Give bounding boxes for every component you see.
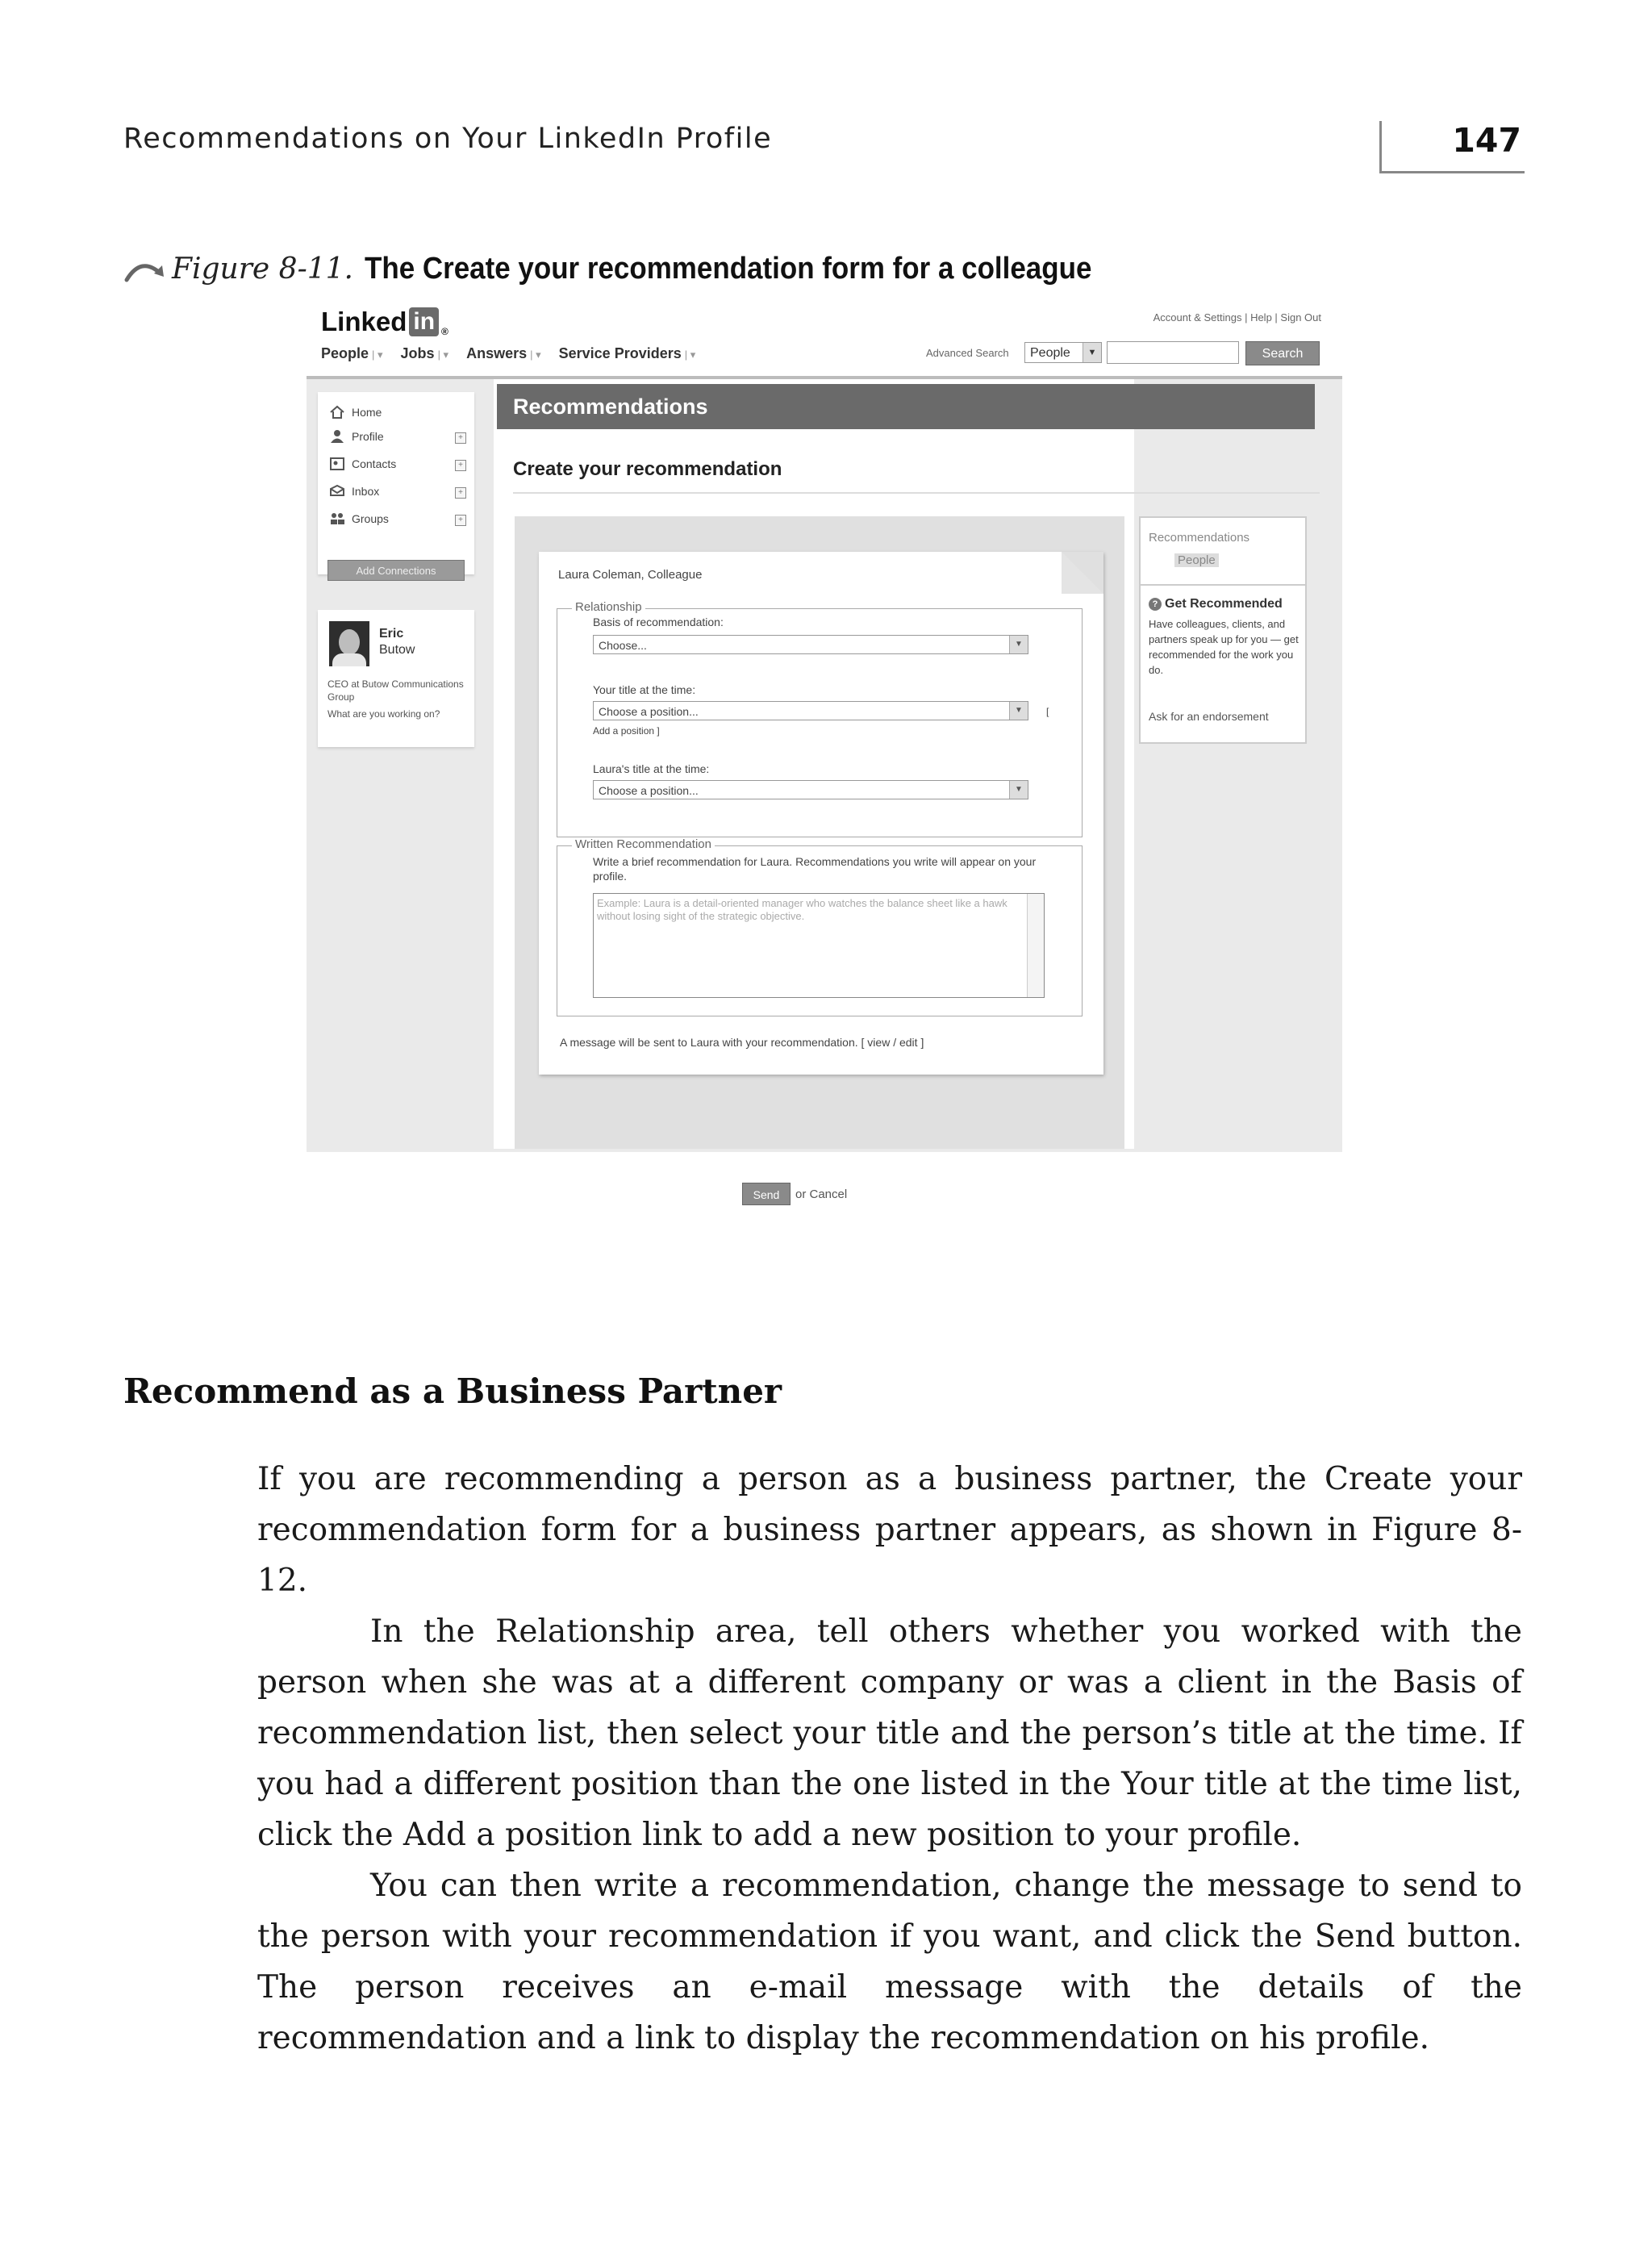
chevron-down-icon: ▼ [1009, 702, 1028, 720]
chevron-down-icon: ▼ [1083, 343, 1101, 362]
profile-card [318, 610, 474, 747]
your-title-value: Choose a position... [599, 705, 699, 718]
right-sidebar [1139, 516, 1307, 744]
recommendation-form [539, 552, 1103, 1075]
scrollbar[interactable] [1027, 894, 1044, 997]
profile-name[interactable] [379, 626, 415, 658]
nav-answers[interactable] [466, 345, 541, 362]
advanced-search-link[interactable]: Advanced Search [926, 347, 1009, 359]
relationship-legend: Relationship [572, 600, 645, 614]
left-sidebar [318, 392, 474, 577]
written-help: Write a brief recommendation for Laura. Recommendations you write will appear on your profile. [593, 855, 1037, 883]
divider [513, 492, 1320, 494]
sidebar-item-contacts[interactable] [329, 457, 396, 471]
get-recommended-text: Have colleagues, clients, and partners speak up for you — get recommended for the work you do. [1149, 618, 1299, 676]
expand-icon[interactable]: + [455, 487, 466, 499]
sidebar-item-home[interactable] [329, 405, 382, 419]
logo-mark: ® [441, 326, 448, 337]
divider [1141, 584, 1305, 586]
written-fieldset [557, 837, 1083, 1016]
section-heading: Recommend as a Business Partner [123, 1371, 782, 1411]
sidebar-item-label: Contacts [352, 457, 397, 470]
tab-people[interactable]: People [1174, 553, 1219, 567]
profile-first-name: Eric [379, 627, 404, 641]
chevron-down-icon: ▼ [1009, 636, 1028, 653]
recommendation-textarea[interactable] [593, 893, 1045, 998]
page-title: Create your recommendation [513, 458, 782, 480]
page-fold [1062, 552, 1103, 594]
help-icon: ? [1149, 598, 1162, 611]
nav-service-providers-label: Service Providers [558, 345, 682, 361]
bracket-text: [ [1046, 706, 1049, 717]
profile-role: CEO at Butow Communications Group [327, 678, 464, 703]
nav-answers-label: Answers [466, 345, 528, 361]
message-note: A message will be sent to Laura with your recommendation. [ view / edit ] [560, 1036, 924, 1049]
expand-icon[interactable]: + [455, 515, 466, 526]
top-nav [321, 345, 713, 362]
main-panel [494, 379, 1134, 1201]
form-actions [742, 1183, 847, 1205]
linkedin-logo[interactable] [321, 307, 448, 337]
caret-down-icon: | ▾ [684, 349, 696, 361]
textarea-placeholder: Example: Laura is a detail-oriented manager who watches the balance sheet like a hawk without losing sight of the strategic objective. [597, 897, 1007, 922]
expand-icon[interactable]: + [455, 432, 466, 444]
avatar[interactable] [329, 621, 369, 666]
basis-select[interactable] [593, 635, 1028, 654]
get-recommended-title [1149, 597, 1283, 612]
add-position-link[interactable]: Add a position ] [593, 725, 660, 737]
sidebar-item-profile[interactable] [329, 429, 384, 444]
recommendations-header: Recommendations [497, 384, 1315, 429]
caret-down-icon: | ▾ [437, 349, 449, 361]
your-title-label: Your title at the time: [593, 683, 696, 696]
figure-label: Figure 8-11. [172, 253, 353, 286]
send-button[interactable]: Send [742, 1183, 791, 1205]
home-icon [329, 405, 345, 419]
paragraph: In the Relationship area, tell others whether you worked with the person when she was at a different company or was a client in the Basis of recommendation list, then select your title and the person’s title at the time. If you had a different position than the one listed in the Your title at the time list, click the Add a position link to add a new position to your profile. [257, 1613, 1522, 1853]
caret-down-icon: | ▾ [372, 349, 383, 361]
add-connections-button[interactable]: Add Connections [327, 560, 465, 581]
search-scope-value: People [1030, 346, 1070, 360]
nav-jobs-label: Jobs [400, 345, 435, 361]
contacts-icon [329, 457, 345, 471]
running-head: Recommendations on Your LinkedIn Profile [123, 123, 773, 155]
basis-label: Basis of recommendation: [593, 616, 724, 628]
their-title-select[interactable] [593, 780, 1028, 799]
written-legend: Written Recommendation [572, 837, 715, 851]
chevron-down-icon: ▼ [1009, 781, 1028, 799]
your-title-select[interactable] [593, 701, 1028, 720]
page-number-box [1379, 121, 1525, 173]
account-links[interactable]: Account & Settings | Help | Sign Out [1153, 311, 1321, 323]
groups-icon [329, 511, 345, 526]
basis-value: Choose... [599, 639, 647, 652]
sidebar-item-label: Groups [352, 512, 389, 525]
cancel-link[interactable]: or Cancel [795, 1187, 848, 1201]
get-recommended-label: Get Recommended [1165, 597, 1283, 611]
search-button[interactable]: Search [1245, 341, 1320, 365]
status-prompt[interactable]: What are you working on? [327, 708, 440, 720]
expand-icon[interactable]: + [455, 460, 466, 471]
figure-title: The Create your recommendation form for a colleague [365, 252, 1092, 286]
logo-text: Linked [321, 307, 407, 336]
sidebar-item-groups[interactable] [329, 511, 389, 526]
profile-last-name: Butow [379, 643, 415, 657]
nav-people[interactable] [321, 345, 383, 362]
curved-arrow-icon [123, 256, 167, 283]
ask-endorsement-link[interactable]: Ask for an endorsement [1149, 710, 1269, 723]
inbox-icon [329, 484, 345, 499]
recipient-name: Laura Coleman, Colleague [558, 568, 703, 582]
linkedin-screenshot [307, 300, 1342, 1201]
sidebar-item-label: Inbox [352, 485, 380, 498]
their-title-label: Laura's title at the time: [593, 762, 710, 775]
caret-down-icon: | ▾ [530, 349, 541, 361]
nav-service-providers[interactable] [559, 345, 696, 362]
paragraph: If you are recommending a person as a business partner, the Create your recommendation form for a business partner appears, as shown in Figure 8-12. [257, 1461, 1522, 1599]
body-text [257, 1454, 1522, 2064]
their-title-value: Choose a position... [599, 784, 699, 797]
paragraph: You can then write a recommendation, change the message to send to the person with your recommendation if you want, and click the Send button. The person receives an e-mail message with the details of the recommendation and a link to display the recommendation on his profile. [257, 1868, 1522, 2056]
logo-badge: in [409, 307, 439, 336]
search-scope-select[interactable] [1024, 342, 1102, 363]
profile-icon [329, 429, 345, 444]
figure-caption [123, 252, 1155, 286]
page-number: 147 [1452, 121, 1521, 160]
sidebar-item-label: Home [352, 406, 382, 419]
sidebar-item-label: Profile [352, 430, 384, 443]
right-sidebar-heading: Recommendations [1149, 531, 1250, 545]
sidebar-item-inbox[interactable] [329, 484, 379, 499]
search-input[interactable] [1107, 341, 1239, 364]
relationship-fieldset [557, 600, 1083, 837]
nav-people-label: People [321, 345, 369, 361]
nav-jobs[interactable] [401, 345, 449, 362]
